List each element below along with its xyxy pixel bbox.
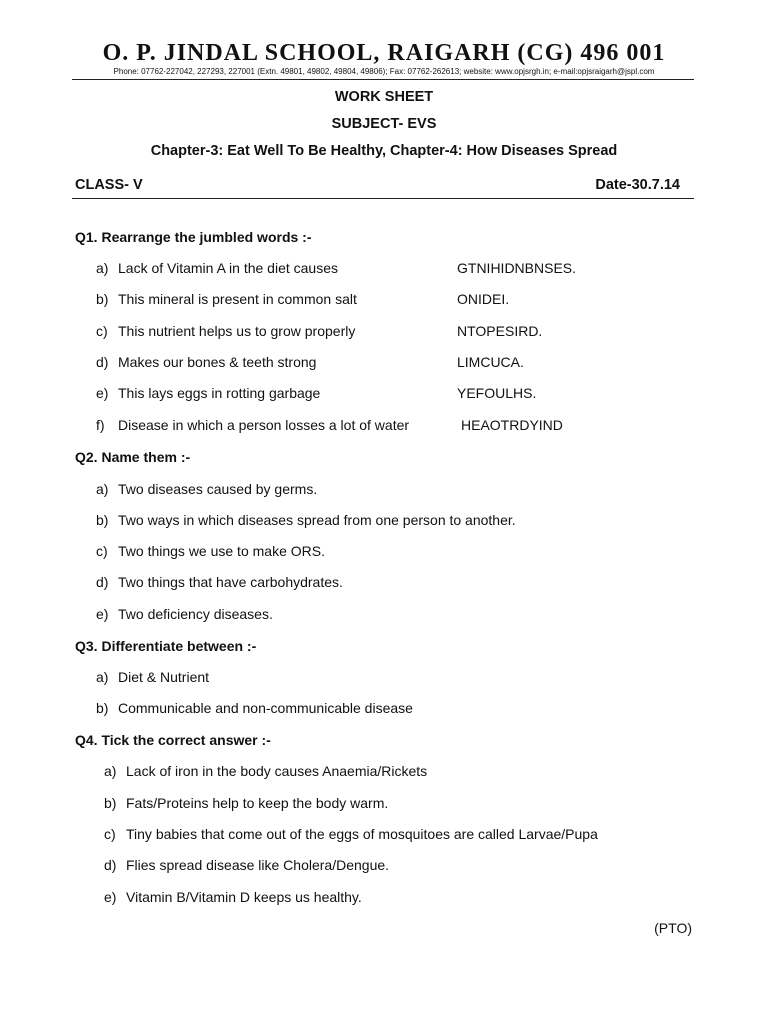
- item-letter: c): [96, 543, 108, 559]
- q1-answer-f: HEAOTRDYIND: [461, 417, 563, 433]
- q1-answer-a: GTNIHIDNBNSES.: [457, 260, 577, 276]
- item-letter: e): [104, 889, 117, 905]
- q1-answer-d: LIMCUCA.: [457, 354, 524, 370]
- item-text: Lack of Vitamin A in the diet causes: [118, 260, 338, 276]
- item-letter: b): [96, 291, 109, 307]
- item-text: Communicable and non-communicable disease: [118, 700, 413, 716]
- school-contact: Phone: 07762-227042, 227293, 227001 (Extn. 49801, 49802, 49804, 49806); Fax: 07762-262613; website: www.opjsrgh.in; e-mail:opjsraigarh@jspl.com: [113, 67, 655, 76]
- subject-line: SUBJECT- EVS: [331, 116, 437, 132]
- item-text: Lack of iron in the body causes Anaemia/Rickets: [126, 763, 428, 779]
- item-text: Two things that have carbohydrates.: [118, 574, 343, 590]
- item-letter: b): [104, 795, 117, 811]
- date-label: Date-30.7.14: [595, 177, 680, 193]
- item-text: Diet & Nutrient: [118, 669, 210, 685]
- item-text: Fats/Proteins help to keep the body warm.: [126, 795, 389, 811]
- q1-answer-c: NTOPESIRD.: [457, 323, 543, 339]
- item-letter: a): [104, 763, 117, 779]
- question-4-title: Q4. Tick the correct answer :-: [75, 732, 271, 748]
- item-text: Makes our bones & teeth strong: [118, 354, 317, 370]
- item-text: Two diseases caused by germs.: [118, 481, 318, 497]
- item-letter: d): [104, 857, 117, 873]
- pto-note: (PTO): [654, 920, 692, 936]
- item-text: Two things we use to make ORS.: [118, 543, 325, 559]
- item-text: Two ways in which diseases spread from one person to another.: [118, 512, 516, 528]
- item-letter: f): [96, 417, 105, 433]
- item-letter: b): [96, 512, 109, 528]
- q1-answer-b: ONIDEI.: [457, 291, 510, 307]
- item-text: Vitamin B/Vitamin D keeps us healthy.: [126, 889, 362, 905]
- item-text: Flies spread disease like Cholera/Dengue.: [126, 857, 390, 873]
- item-text: Two deficiency diseases.: [118, 606, 273, 622]
- question-2-title: Q2. Name them :-: [75, 449, 191, 465]
- class-divider: [72, 198, 694, 199]
- chapters-line: Chapter-3: Eat Well To Be Healthy, Chapter-4: How Diseases Spread: [150, 143, 618, 159]
- item-letter: e): [96, 606, 109, 622]
- item-letter: a): [96, 481, 109, 497]
- item-letter: a): [96, 260, 109, 276]
- class-label: CLASS- V: [75, 177, 143, 193]
- item-letter: c): [96, 323, 108, 339]
- item-text: Disease in which a person losses a lot of water: [118, 417, 410, 433]
- question-3-title: Q3. Differentiate between :-: [75, 638, 257, 654]
- question-1-title: Q1. Rearrange the jumbled words :-: [75, 229, 312, 245]
- class-date-row: [75, 177, 680, 193]
- item-letter: a): [96, 669, 109, 685]
- worksheet-title: WORK SHEET: [334, 89, 434, 105]
- item-text: This mineral is present in common salt: [118, 291, 357, 307]
- item-letter: d): [96, 574, 109, 590]
- item-text: This nutrient helps us to grow properly: [118, 323, 356, 339]
- header-divider: [72, 79, 694, 80]
- item-text: This lays eggs in rotting garbage: [118, 385, 321, 401]
- item-letter: c): [104, 826, 116, 842]
- item-letter: b): [96, 700, 109, 716]
- q1-answer-e: YEFOULHS.: [457, 385, 537, 401]
- item-letter: e): [96, 385, 109, 401]
- item-letter: d): [96, 354, 109, 370]
- item-text: Tiny babies that come out of the eggs of mosquitoes are called Larvae/Pupa: [126, 826, 598, 842]
- school-name: O. P. JINDAL SCHOOL, RAIGARH (CG) 496 001: [102, 40, 666, 66]
